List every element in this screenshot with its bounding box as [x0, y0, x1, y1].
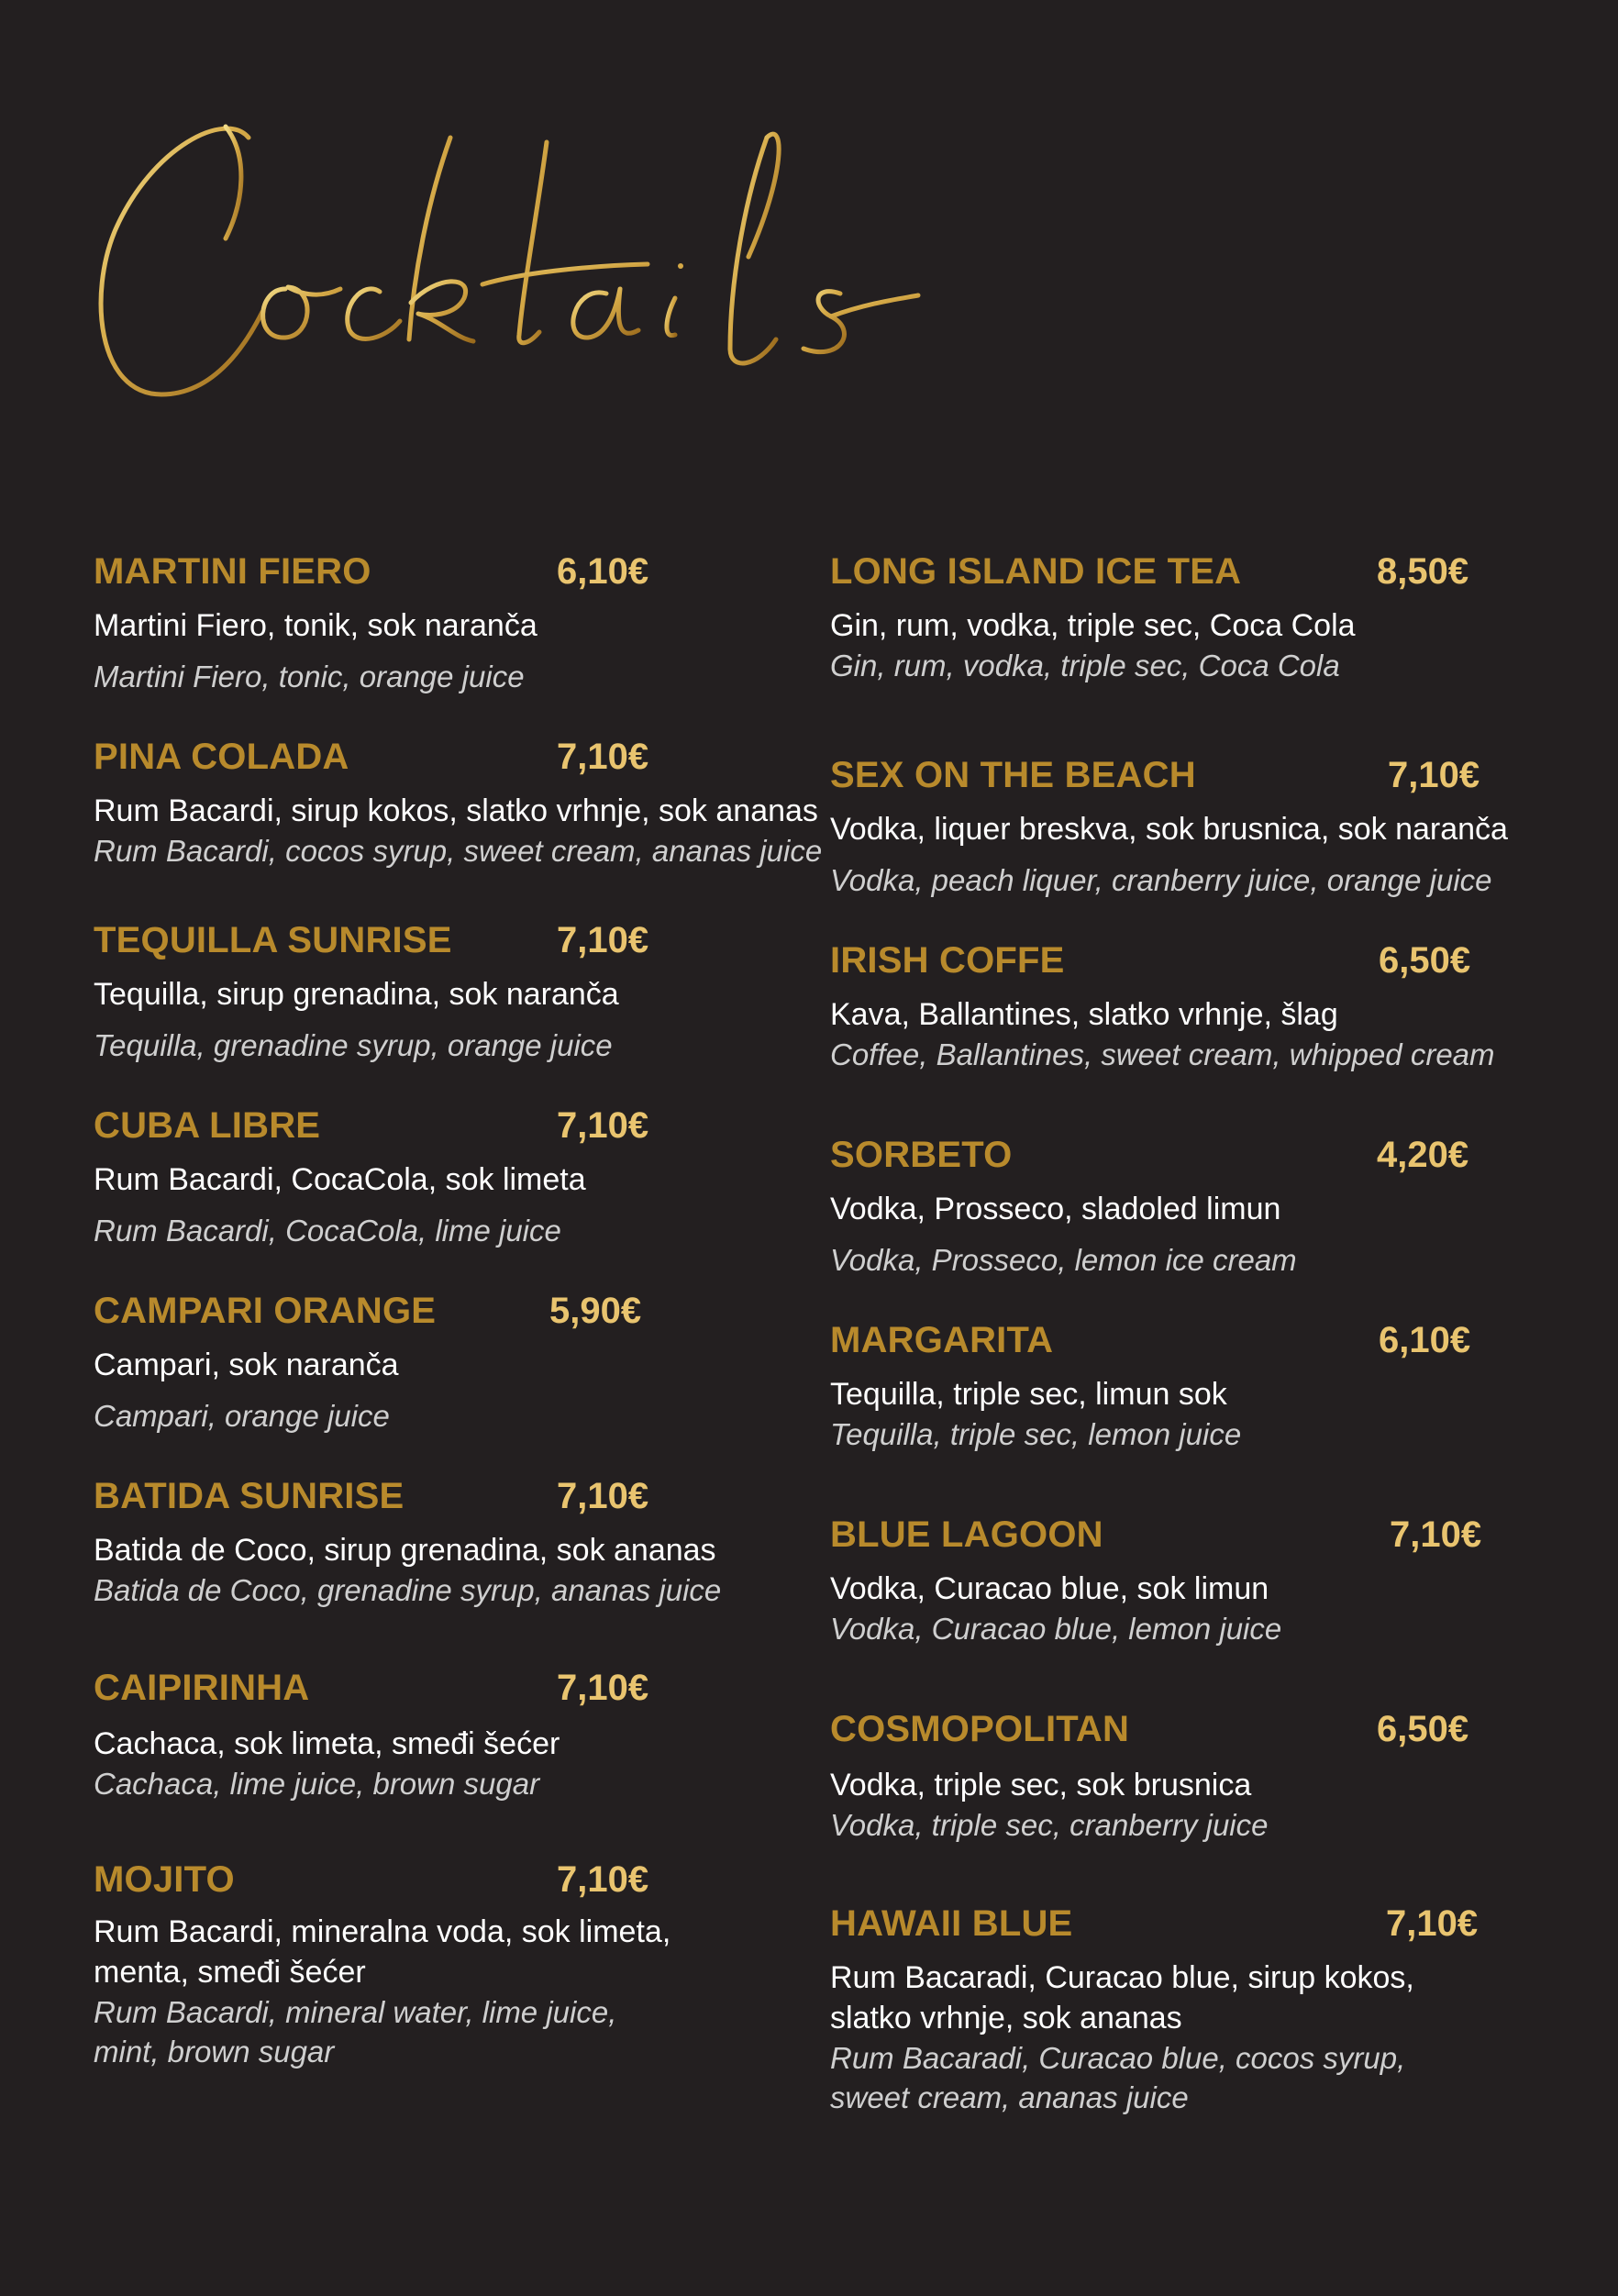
- item-ingredients: Rum Bacaradi, Curacao blue, sirup kokos,: [830, 1960, 1414, 1995]
- item-ingredients: Kava, Ballantines, slatko vrhnje, šlag: [830, 997, 1338, 1032]
- item-ingredients: Gin, rum, vodka, triple sec, Coca Cola: [830, 608, 1356, 643]
- item-name: MARGARITA: [830, 1320, 1054, 1360]
- menu-item: [94, 549, 649, 696]
- menu-item: [94, 1288, 642, 1436]
- item-name: SEX ON THE BEACH: [830, 755, 1196, 795]
- item-name: BATIDA SUNRISE: [94, 1476, 404, 1516]
- item-ingredients-en: Rum Bacardi, CocaCola, lime juice: [94, 1214, 561, 1248]
- item-ingredients: Tequilla, sirup grenadina, sok naranča: [94, 977, 619, 1012]
- item-price: 7,10€: [557, 1668, 649, 1708]
- item-ingredients: Batida de Coco, sirup grenadina, sok ananas: [94, 1533, 716, 1568]
- item-price: 7,10€: [557, 920, 649, 960]
- item-ingredients-en: mint, brown sugar: [94, 2035, 335, 2069]
- item-ingredients: slatko vrhnje, sok ananas: [830, 2001, 1182, 2035]
- item-price: 6,50€: [1377, 1709, 1469, 1749]
- item-price: 7,10€: [557, 1859, 649, 1900]
- item-name: CUBA LIBRE: [94, 1105, 321, 1146]
- item-ingredients-en: Tequilla, triple sec, lemon juice: [830, 1417, 1242, 1451]
- item-ingredients: menta, smeđi šećer: [94, 1955, 366, 1990]
- item-name: COSMOPOLITAN: [830, 1709, 1130, 1749]
- menu-item: [94, 1473, 721, 1610]
- menu-item: [830, 1132, 1469, 1280]
- menu-item: [830, 1706, 1469, 1845]
- menu-item: [94, 1103, 649, 1250]
- item-ingredients: Tequilla, triple sec, limun sok: [830, 1377, 1227, 1412]
- menu-item: [830, 549, 1469, 685]
- item-price: 7,10€: [557, 1105, 649, 1146]
- item-ingredients: Campari, sok naranča: [94, 1348, 399, 1382]
- item-ingredients-en: Vodka, peach liquer, cranberry juice, orange juice: [830, 863, 1492, 897]
- item-ingredients-en: Vodka, Curacao blue, lemon juice: [830, 1612, 1282, 1646]
- item-ingredients: Vodka, Prosseco, sladoled limun: [830, 1192, 1281, 1226]
- menu-item: [830, 937, 1495, 1074]
- item-ingredients-en: sweet cream, ananas juice: [830, 2080, 1189, 2114]
- item-name: IRISH COFFE: [830, 940, 1065, 981]
- item-ingredients-en: Vodka, Prosseco, lemon ice cream: [830, 1243, 1297, 1277]
- page-title: [88, 101, 932, 413]
- menu-item: [94, 1857, 670, 2071]
- item-price: 6,10€: [1379, 1320, 1471, 1360]
- item-ingredients-en: Rum Bacaradi, Curacao blue, cocos syrup,: [830, 2041, 1406, 2075]
- item-price: 7,10€: [1390, 1514, 1482, 1555]
- item-name: BLUE LAGOON: [830, 1514, 1103, 1555]
- item-price: 8,50€: [1377, 551, 1469, 592]
- item-ingredients: Rum Bacardi, sirup kokos, slatko vrhnje, sok ananas: [94, 793, 818, 828]
- item-price: 5,90€: [549, 1291, 642, 1331]
- item-name: LONG ISLAND ICE TEA: [830, 551, 1242, 592]
- menu-item: [94, 1665, 649, 1803]
- item-name: TEQUILLA SUNRISE: [94, 920, 452, 960]
- item-ingredients-en: Batida de Coco, grenadine syrup, ananas juice: [94, 1573, 722, 1607]
- item-price: 7,10€: [1386, 1903, 1479, 1944]
- item-ingredients-en: Rum Bacardi, mineral water, lime juice,: [94, 1995, 617, 2029]
- item-price: 7,10€: [557, 1476, 649, 1516]
- item-ingredients-en: Rum Bacardi, cocos syrup, sweet cream, ananas juice: [94, 834, 823, 868]
- item-price: 6,50€: [1379, 940, 1471, 981]
- menu-item: [830, 752, 1508, 900]
- menu-item: [830, 1901, 1479, 2117]
- item-ingredients-en: Tequilla, grenadine syrup, orange juice: [94, 1028, 613, 1062]
- item-ingredients: Martini Fiero, tonik, sok naranča: [94, 608, 537, 643]
- item-ingredients-en: Coffee, Ballantines, sweet cream, whipped cream: [830, 1037, 1495, 1071]
- item-price: 7,10€: [1388, 755, 1480, 795]
- menu-item: [94, 917, 649, 1065]
- item-ingredients-en: Cachaca, lime juice, brown sugar: [94, 1767, 540, 1801]
- item-price: 6,10€: [557, 551, 649, 592]
- item-ingredients-en: Campari, orange juice: [94, 1399, 390, 1433]
- item-ingredients: Vodka, triple sec, sok brusnica: [830, 1768, 1252, 1802]
- item-ingredients: Vodka, Curacao blue, sok limun: [830, 1571, 1269, 1606]
- item-name: MOJITO: [94, 1859, 235, 1900]
- item-price: 4,20€: [1377, 1135, 1469, 1175]
- item-name: MARTINI FIERO: [94, 551, 371, 592]
- item-ingredients: Rum Bacardi, CocaCola, sok limeta: [94, 1162, 586, 1197]
- item-ingredients-en: Martini Fiero, tonic, orange juice: [94, 660, 525, 693]
- item-name: HAWAII BLUE: [830, 1903, 1073, 1944]
- item-name: CAMPARI ORANGE: [94, 1291, 437, 1331]
- item-name: SORBETO: [830, 1135, 1013, 1175]
- item-ingredients: Vodka, liquer breskva, sok brusnica, sok naranča: [830, 812, 1508, 847]
- cocktails-script-logo: [88, 101, 932, 413]
- item-ingredients: Rum Bacardi, mineralna voda, sok limeta,: [94, 1914, 671, 1949]
- menu-item: [830, 1317, 1471, 1454]
- menu-item: [94, 734, 822, 871]
- item-ingredients: Cachaca, sok limeta, smeđi šećer: [94, 1726, 560, 1761]
- menu-item: [830, 1512, 1482, 1648]
- item-name: CAIPIRINHA: [94, 1668, 310, 1708]
- item-ingredients-en: Vodka, triple sec, cranberry juice: [830, 1808, 1269, 1842]
- item-price: 7,10€: [557, 737, 649, 777]
- item-ingredients-en: Gin, rum, vodka, triple sec, Coca Cola: [830, 649, 1340, 682]
- item-name: PINA COLADA: [94, 737, 349, 777]
